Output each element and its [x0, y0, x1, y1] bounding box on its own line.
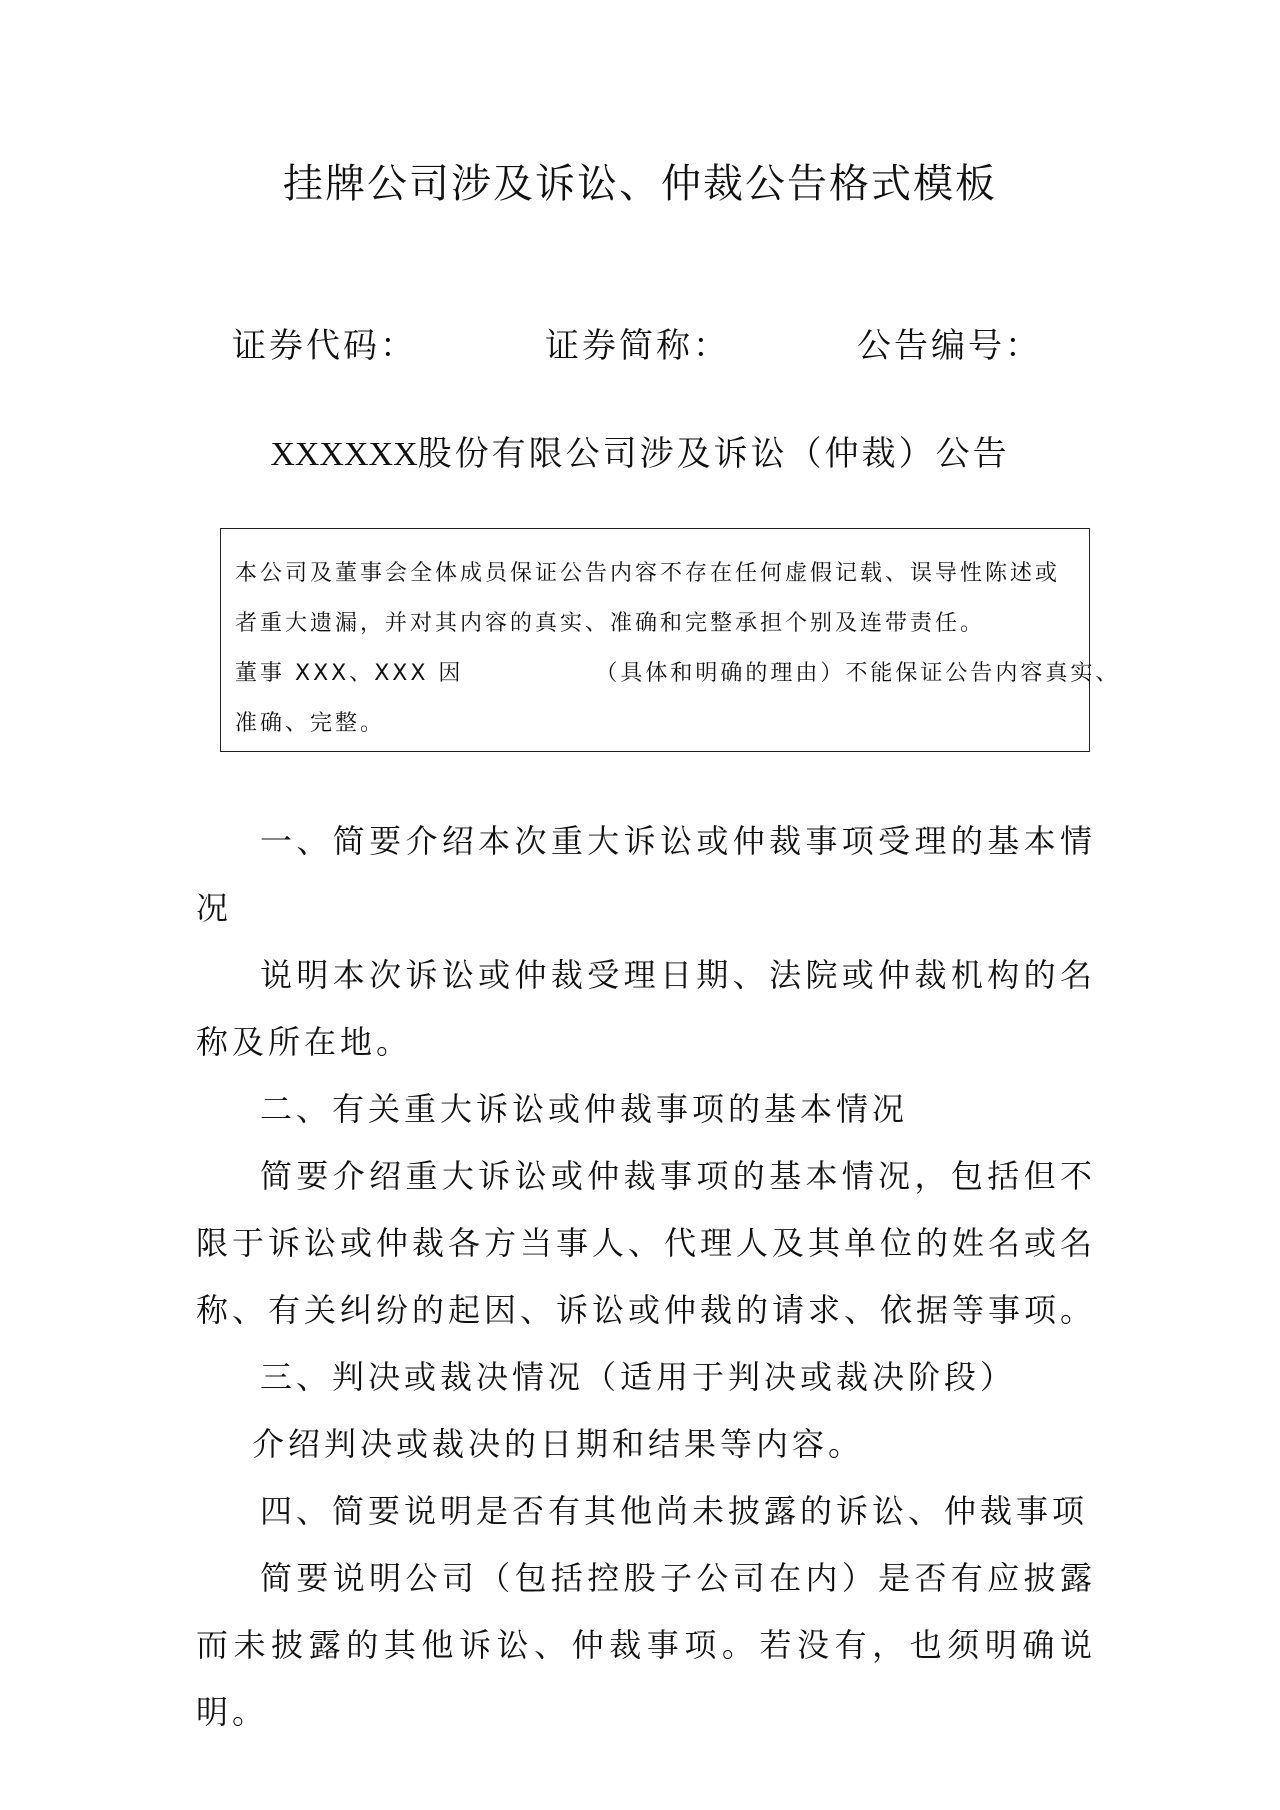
announcement-title-text: 股份有限公司涉及诉讼（仲裁）公告 — [417, 434, 1010, 474]
announcement-number-label: 公告编号： — [857, 326, 1042, 366]
security-short-name-label: 证券简称： — [545, 326, 730, 366]
section-heading: 四、简要说明是否有其他尚未披露的诉讼、仲裁事项 — [260, 1492, 1089, 1530]
director-names: 董事 XXX、XXX 因 — [235, 661, 464, 686]
reason-text: （具体和明确的理由）不能保证公告内容真实、 — [595, 661, 1121, 686]
disclaimer-line: 准确、完整。 — [235, 711, 386, 736]
security-info-row — [0, 318, 1280, 368]
disclaimer-line — [235, 649, 1121, 699]
security-code-label: 证券代码： — [232, 326, 417, 366]
section-heading: 二、有关重大诉讼或仲裁事项的基本情况 — [260, 1090, 909, 1128]
disclaimer-box — [220, 528, 1121, 752]
section-heading: 一、简要介绍本次重大诉讼或仲裁事项受理的基本情况 — [196, 822, 1096, 927]
section-body: 简要说明公司（包括控股子公司在内）是否有应披露而未披露的其他诉讼、仲裁事项。若没有，也须明确说明。 — [196, 1559, 1096, 1731]
section-heading: 三、判决或裁决情况（适用于判决或裁决阶段） — [260, 1358, 1017, 1396]
disclaimer-line: 者重大遗漏，并对其内容的真实、准确和完整承担个别及连带责任。 — [235, 611, 986, 636]
document-body — [196, 808, 1096, 1746]
announcement-title — [0, 426, 1280, 475]
section-body: 介绍判决或裁决的日期和结果等内容。 — [252, 1425, 865, 1463]
document-title: 挂牌公司涉及诉讼、仲裁公告格式模板 — [283, 161, 997, 207]
section-body: 简要介绍重大诉讼或仲裁事项的基本情况，包括但不限于诉讼或仲裁各方当事人、代理人及其单位的姓名或名称、有关纠纷的起因、诉讼或仲裁的请求、依据等事项。 — [196, 1157, 1097, 1329]
company-placeholder: XXXXXX — [270, 436, 418, 473]
disclaimer-line: 本公司及董事会全体成员保证公告内容不存在任何虚假记载、误导性陈述或 — [235, 561, 1061, 586]
section-body: 说明本次诉讼或仲裁受理日期、法院或仲裁机构的名称及所在地。 — [196, 956, 1096, 1061]
